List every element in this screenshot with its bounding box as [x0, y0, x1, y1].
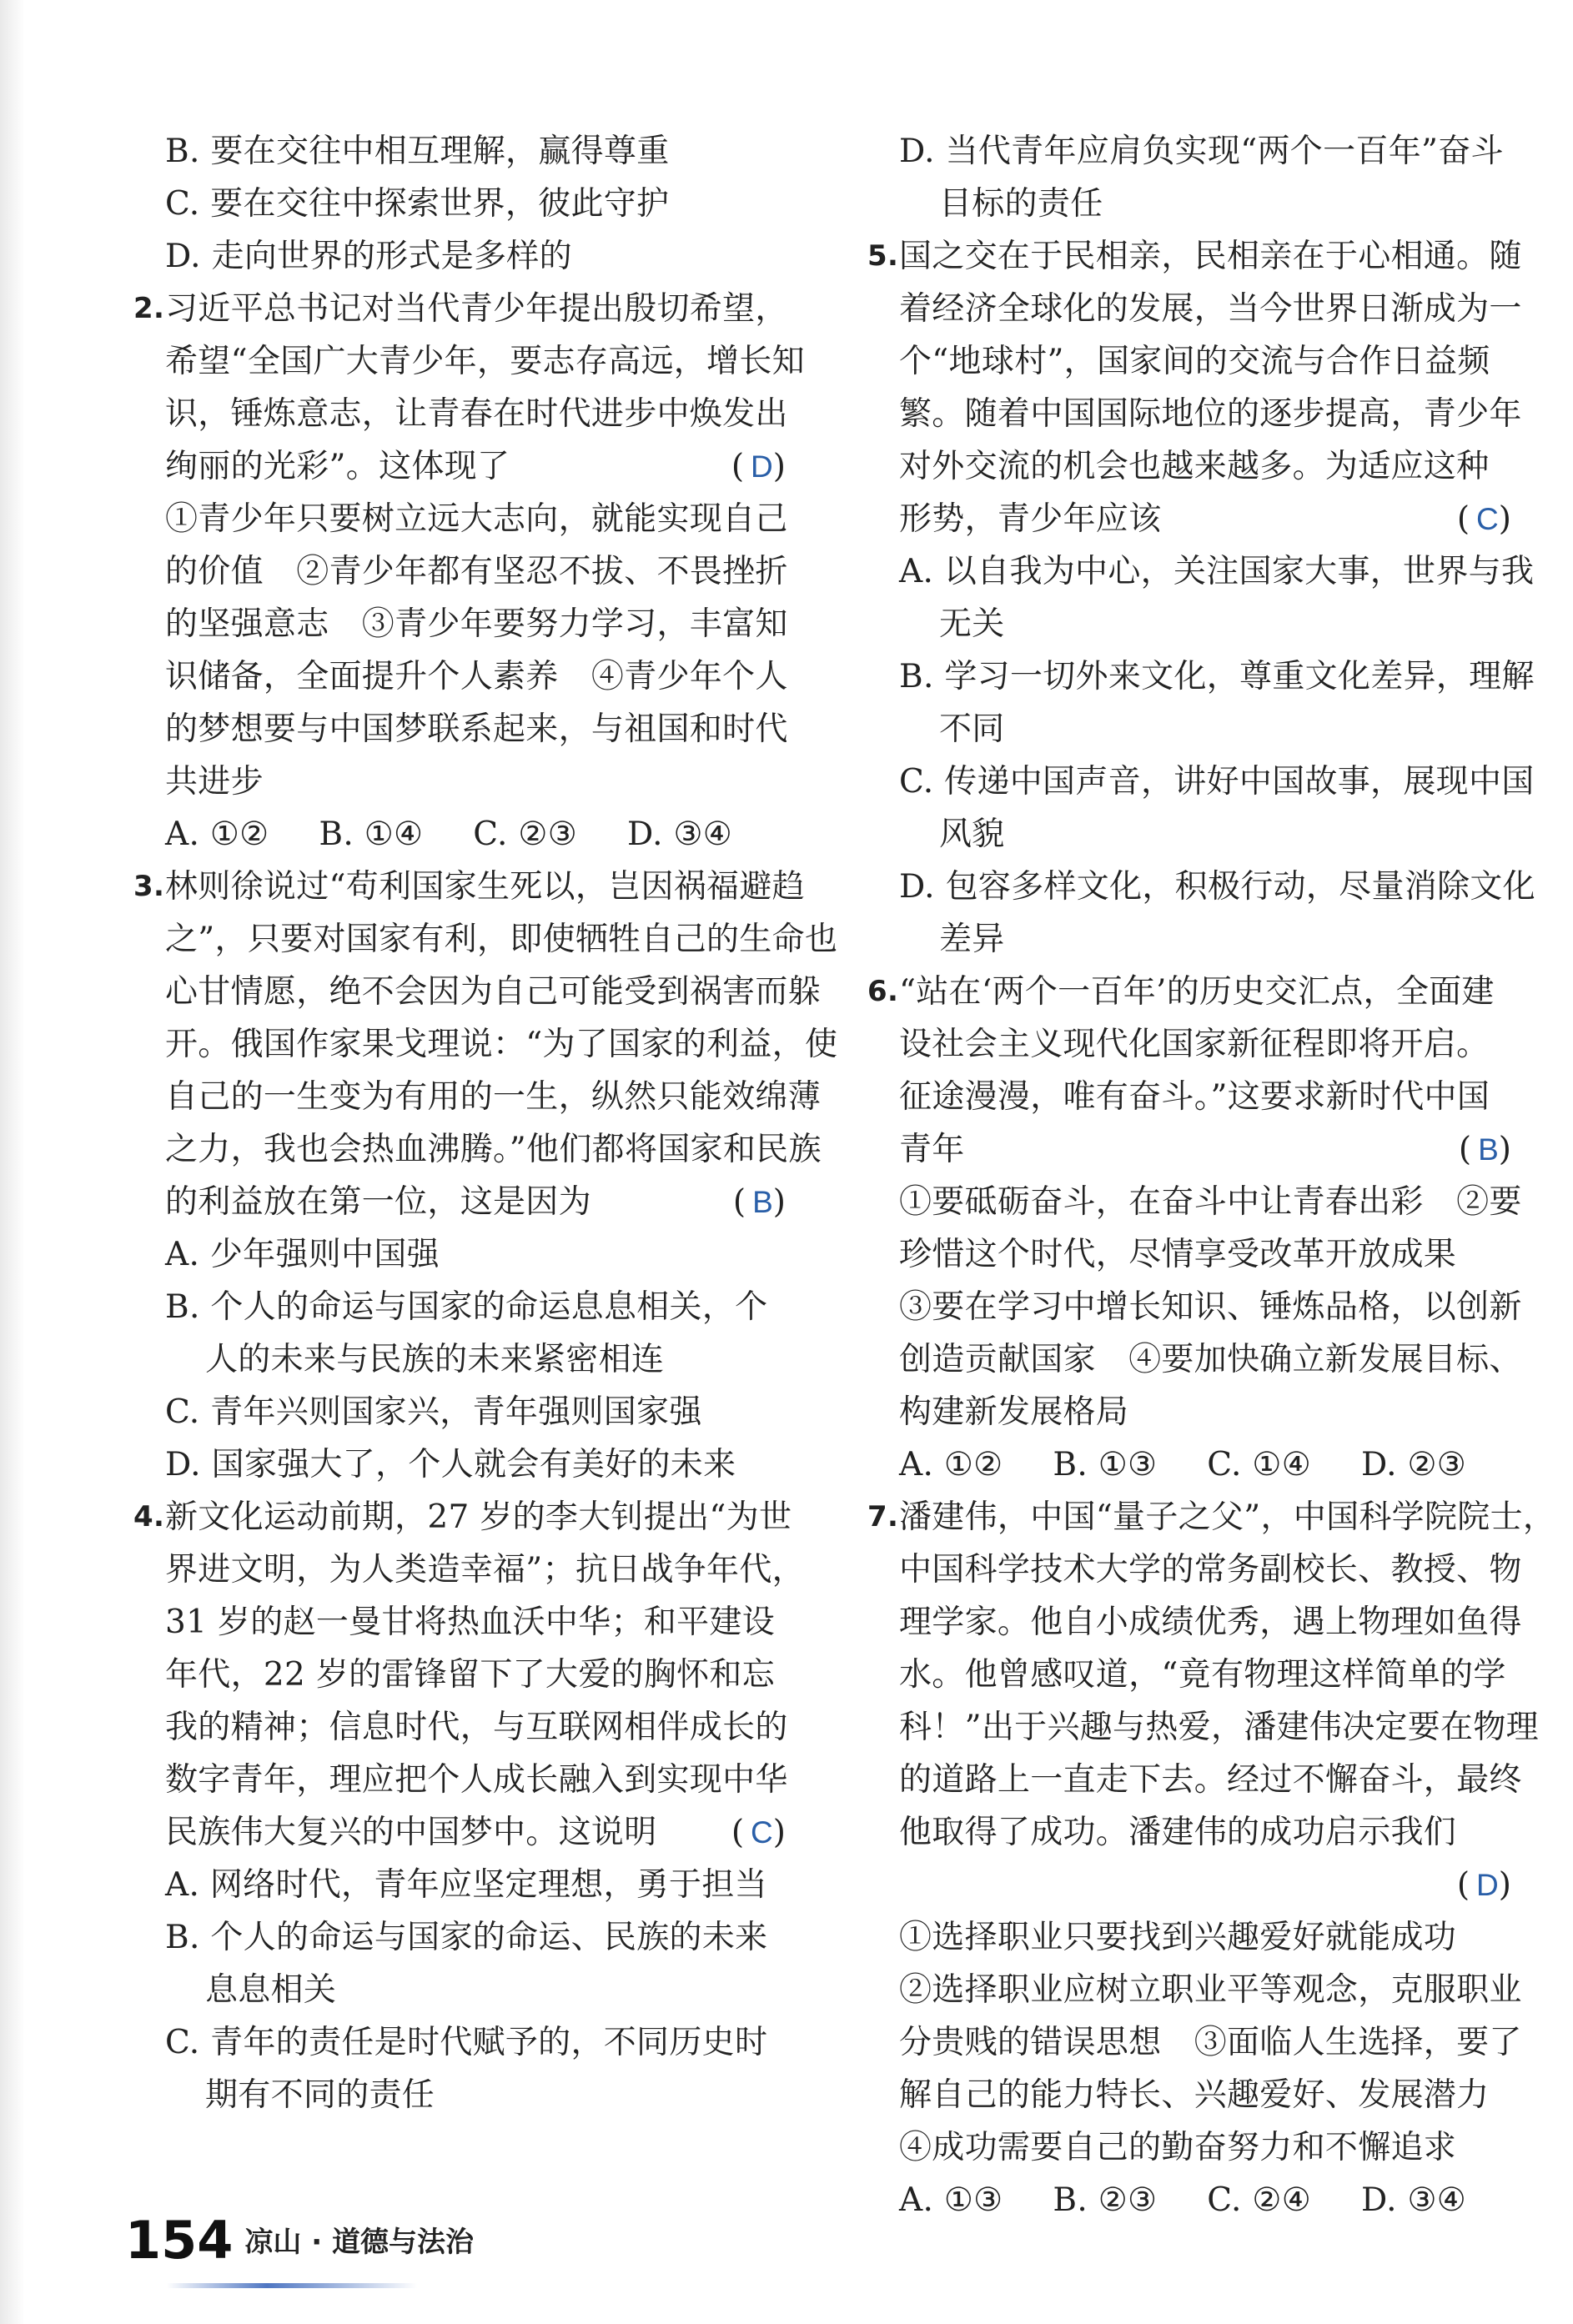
- answer-letter: D: [751, 449, 773, 484]
- question-7-number: 7.: [867, 1500, 899, 1533]
- question-4-option-c: C. 青年的责任是时代赋予的，不同历史时: [165, 2024, 768, 2061]
- question-3-text: 林则徐说过“苟利国家生死以，岂因祸福避趋: [165, 868, 805, 906]
- question-6-line: [859, 966, 1518, 1018]
- choice-d: D. ②③: [1360, 1446, 1467, 1483]
- question-5-option-c: C. 传递中国声音，讲好中国故事，展现中国: [899, 763, 1535, 801]
- answer-letter: C: [1476, 502, 1499, 536]
- question-5-option-c-cont: 风貌: [939, 816, 1005, 853]
- right-column: [859, 125, 1556, 2226]
- question-6-text: “站在‘两个一百年’的历史交汇点，全面建: [899, 973, 1495, 1011]
- question-6-text: 征途漫漫，唯有奋斗。”这要求新时代中国: [899, 1078, 1490, 1116]
- question-3-option-b-cont: 人的未来与民族的未来紧密相连: [205, 1341, 665, 1378]
- choice-a: A. ①③: [899, 2181, 1003, 2219]
- question-6-answer: (B): [1458, 1131, 1518, 1168]
- answer-letter: C: [751, 1815, 773, 1850]
- question-6-statement: 创造贡献国家 ④要加快确立新发展目标、: [899, 1341, 1522, 1378]
- question-5-text: 形势，青少年应该: [899, 500, 1162, 538]
- choice-a: A. ①②: [899, 1446, 1003, 1483]
- choice-c: C. ①④: [1207, 1446, 1311, 1483]
- question-4-last-line: [125, 1806, 792, 1859]
- question-7-choices: [859, 2174, 1518, 2226]
- question-2-statement: 识储备，全面提升个人素养 ④青少年个人: [165, 658, 788, 695]
- question-6-statement: ①要砥砺奋斗，在奋斗中让青春出彩 ②要: [899, 1183, 1522, 1221]
- q1-option-b: B. 要在交往中相互理解，赢得尊重: [165, 133, 670, 170]
- question-7-answer-line: [859, 1859, 1518, 1911]
- question-4-answer: (C): [731, 1814, 792, 1851]
- question-5-option-b-cont: 不同: [939, 710, 1005, 748]
- choice-b: B. ②③: [1053, 2181, 1158, 2219]
- choice-c: C. ②③: [473, 816, 577, 853]
- question-5-option-a-cont: 无关: [939, 605, 1005, 643]
- question-5-option-d-cont: 差异: [939, 921, 1005, 958]
- answer-letter: B: [1478, 1132, 1499, 1167]
- question-7-text: 潘建伟，中国“量子之父”，中国科学院院士，: [899, 1498, 1556, 1536]
- question-3-option-b: B. 个人的命运与国家的命运息息相关，个: [165, 1288, 768, 1326]
- question-7-line: [859, 1491, 1556, 1543]
- choice-d: D. ③④: [626, 816, 733, 853]
- question-5-text: 着经济全球化的发展，当今世界日渐成为一: [899, 290, 1522, 328]
- question-3-answer: (B): [732, 1183, 792, 1221]
- q1-option-c: C. 要在交往中探索世界，彼此守护: [165, 185, 670, 223]
- question-7-text: 科！”出于兴趣与热爱，潘建伟决定要在物理: [899, 1709, 1539, 1746]
- question-4-option-b: B. 个人的命运与国家的命运、民族的未来: [165, 1919, 768, 1956]
- choice-d: D. ③④: [1360, 2181, 1467, 2219]
- question-6-statement: ③要在学习中增长知识、锤炼品格，以创新: [899, 1288, 1522, 1326]
- left-column: [125, 125, 838, 2121]
- question-3-last-line: [125, 1176, 792, 1228]
- question-6-statement: 构建新发展格局: [899, 1393, 1129, 1431]
- book-title: 凉山 · 道德与法治: [244, 2226, 475, 2259]
- question-4-option-d: D. 当代青年应肩负实现“两个一百年”奋斗: [899, 133, 1504, 170]
- question-7-text: 他取得了成功。潘建伟的成功启示我们: [899, 1814, 1457, 1851]
- question-7-text: 的道路上一直走下去。经过不懈奋斗，最终: [899, 1761, 1522, 1799]
- choice-b: B. ①③: [1053, 1446, 1158, 1483]
- question-6-choices: [859, 1438, 1518, 1491]
- question-7-statement: ②选择职业应树立职业平等观念，克服职业: [899, 1971, 1522, 2009]
- question-5-text: 繁。随着中国国际地位的逐步提高，青少年: [899, 395, 1522, 433]
- answer-letter: B: [752, 1185, 773, 1219]
- question-6-last-line: [859, 1123, 1518, 1176]
- question-4-text: 新文化运动前期，27 岁的李大钊提出“为世: [165, 1498, 792, 1536]
- question-6-text: 设社会主义现代化国家新征程即将开启。: [899, 1026, 1490, 1063]
- question-7-text: 水。他曾感叹道，“竟有物理这样简单的学: [899, 1656, 1506, 1694]
- question-5-last-line: [859, 493, 1518, 545]
- question-4-text: 民族伟大复兴的中国梦中。这说明: [165, 1814, 657, 1851]
- question-2-text: 绚丽的光彩”。这体现了: [165, 448, 510, 485]
- question-2-statement: 的价值 ②青少年都有坚忍不拔、不畏挫折: [165, 553, 788, 590]
- question-2-statement: 的坚强意志 ③青少年要努力学习，丰富知: [165, 605, 788, 643]
- question-6-statement: 珍惜这个时代，尽情享受改革开放成果: [899, 1236, 1457, 1273]
- question-6-number: 6.: [867, 975, 899, 1008]
- question-4-number: 4.: [133, 1500, 165, 1533]
- title-underline-decoration: [167, 2283, 417, 2288]
- question-7-text: 中国科学技术大学的常务副校长、教授、物: [899, 1551, 1522, 1589]
- question-5-option-b: B. 学习一切外来文化，尊重文化差异，理解: [899, 658, 1535, 695]
- question-4-text: 31 岁的赵一曼甘将热血沃中华；和平建设: [165, 1604, 776, 1641]
- question-3-option-a: A. 少年强则中国强: [165, 1236, 440, 1273]
- page-number: 154: [125, 2210, 234, 2271]
- question-3-text: 之力，我也会热血沸腾。”他们都将国家和民族: [165, 1131, 822, 1168]
- question-4-option-c-cont: 期有不同的责任: [205, 2076, 435, 2114]
- question-5-text: 国之交在于民相亲，民相亲在于心相通。随: [899, 238, 1522, 275]
- question-4-text: 界进文明，为人类造幸福”；抗日战争年代，: [165, 1551, 805, 1589]
- choice-c: C. ②④: [1207, 2181, 1311, 2219]
- question-5-text: 对外交流的机会也越来越多。为适应这种: [899, 448, 1490, 485]
- question-5-option-d: D. 包容多样文化，积极行动，尽量消除文化: [899, 868, 1535, 906]
- question-7-text: 理学家。他自小成绩优秀，遇上物理如鱼得: [899, 1604, 1522, 1641]
- question-4-option-a: A. 网络时代，青年应坚定理想，勇于担当: [165, 1866, 767, 1904]
- question-2-text: 希望“全国广大青少年，要志存高远，增长知: [165, 343, 805, 380]
- question-3-number: 3.: [133, 870, 165, 903]
- question-3-text: 之”，只要对国家有利，即使牺牲自己的生命也: [165, 921, 838, 958]
- choice-a: A. ①②: [165, 816, 269, 853]
- question-3-text: 开。俄国作家果戈理说：“为了国家的利益，使: [165, 1026, 838, 1063]
- question-7-statement: ①选择职业只要找到兴趣爱好就能成功: [899, 1919, 1457, 1956]
- question-4-text: 年代，22 岁的雷锋留下了大爱的胸怀和忘: [165, 1656, 776, 1694]
- choice-b: B. ①④: [319, 816, 424, 853]
- question-2-text: 习近平总书记对当代青少年提出殷切希望，: [165, 290, 788, 328]
- question-7-answer: (D): [1456, 1866, 1518, 1904]
- question-5-text: 个“地球村”，国家间的交流与合作日益频: [899, 343, 1490, 380]
- question-2-text: 识，锤炼意志，让青春在时代进步中焕发出: [165, 395, 788, 433]
- page-edge-shadow: [0, 0, 25, 2324]
- question-2-statement: 共进步: [165, 763, 264, 801]
- question-5-line: [859, 230, 1522, 283]
- question-7-statement: ④成功需要自己的勤奋努力和不懈追求: [899, 2129, 1457, 2166]
- question-2-line: [125, 283, 792, 335]
- question-5-option-a: A. 以自我为中心，关注国家大事，世界与我: [899, 553, 1535, 590]
- answer-letter: D: [1476, 1868, 1499, 1902]
- question-3-text: 心甘情愿，绝不会因为自己可能受到祸害而躲: [165, 973, 822, 1011]
- question-6-text: 青年: [899, 1131, 965, 1168]
- page-footer: [125, 2201, 475, 2271]
- question-4-option-b-cont: 息息相关: [205, 1971, 337, 2009]
- question-2-statement: 的梦想要与中国梦联系起来，与祖国和时代: [165, 710, 788, 748]
- question-2-answer: (D): [731, 448, 792, 485]
- question-3-text: 自己的一生变为有用的一生，纵然只能效绵薄: [165, 1078, 822, 1116]
- question-7-statement: 解自己的能力特长、兴趣爱好、发展潜力: [899, 2076, 1490, 2114]
- question-3-option-d: D. 国家强大了，个人就会有美好的未来: [165, 1446, 736, 1483]
- question-4-option-d-cont: 目标的责任: [939, 185, 1103, 223]
- question-2-number: 2.: [133, 292, 165, 325]
- q1-option-d: D. 走向世界的形式是多样的: [165, 238, 572, 275]
- question-2-statement: ①青少年只要树立远大志向，就能实现自己: [165, 500, 788, 538]
- question-2-choices: [125, 808, 792, 861]
- question-4-line: [125, 1491, 792, 1543]
- question-4-text: 数字青年，理应把个人成长融入到实现中华: [165, 1761, 788, 1799]
- question-7-statement: 分贵贱的错误思想 ③面临人生选择，要了: [899, 2024, 1522, 2061]
- question-3-option-c: C. 青年兴则国家兴，青年强则国家强: [165, 1393, 702, 1431]
- question-2-last-line: [125, 440, 792, 493]
- question-3-line: [125, 861, 805, 913]
- question-5-number: 5.: [867, 239, 899, 273]
- question-3-text: 的利益放在第一位，这是因为: [165, 1183, 591, 1221]
- question-5-answer: (C): [1456, 500, 1518, 538]
- question-4-text: 我的精神；信息时代，与互联网相伴成长的: [165, 1709, 788, 1746]
